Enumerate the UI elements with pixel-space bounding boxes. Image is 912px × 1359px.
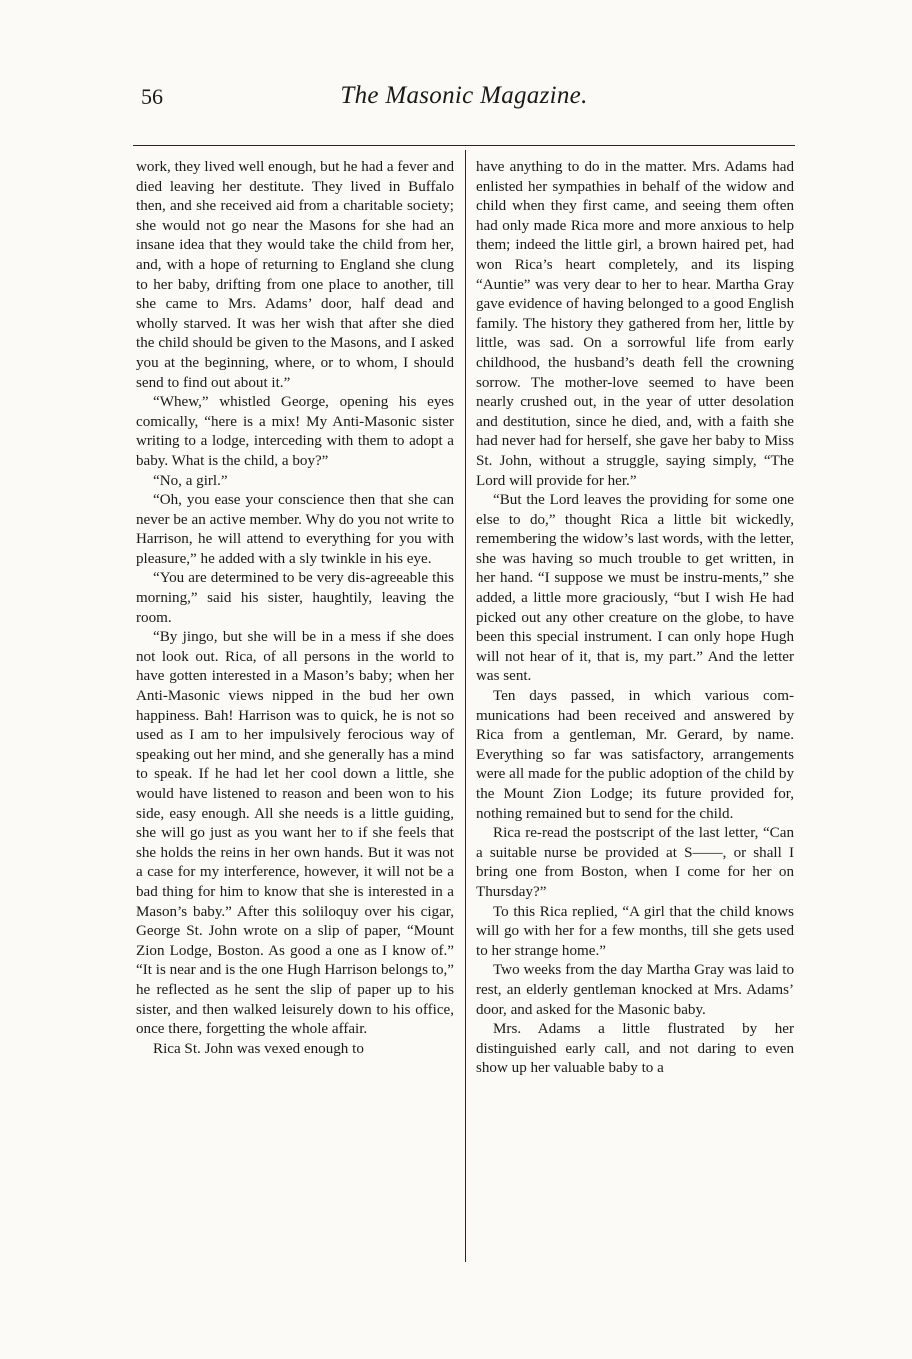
page-number: 56 [141,84,163,109]
paragraph: Ten days passed, in which various com-munications had been received and answered by Rica from a gentleman, Mr. Gerard, by name. Everything so far was satisfactory, arrangements were all made for the public adoption of the child by the Mount Zion Lodge; its future provided for, nothing remained but to send for the child. [476,688,794,822]
page-header [133,78,795,120]
paragraph: To this Rica replied, “A girl that the child knows will go with her for a few months, till she gets used to her strange home.” [476,903,794,959]
paragraph: Rica St. John was vexed enough to [153,1040,364,1057]
paragraph: “By jingo, but she will be in a mess if she does not look out. Rica, of all persons in the world to have gotten interested in a Mason’s baby; when her Anti-Masonic views nipped in the bud her own happiness. Bah! Harrison was to quick, he is not so used as I am to her impulsively ferocious way of speaking out her mind, and she generally has a mind to speak. If he had let her cool down a little, she would have listened to reason and been won to his side, easy enough. All she needs is a little guiding, she will go just as you want her to if she feels that she holds the reins in her own hands. But it was not a case for my interference, however, it will not be a bad thing for him to know that she is interested in a Mason’s baby.” After this soliloquy over his cigar, George St. John wrote on a slip of paper, “Mount Zion Lodge, Boston. As good a one as I know of.” “It is near and is the one Hugh Harrison belongs to,” he reflected as he sent the slip of paper up to his sister, and then walked leisurely down to his office, once there, forgetting the whole affair. [136,629,454,1038]
paragraph: “Whew,” whistled George, opening his eyes comically, “here is a mix! My Anti-Masonic sister writing to a lodge, interceding with them to adopt a baby. What is the child, a boy?” [136,394,454,469]
paragraph: “No, a girl.” [153,472,228,489]
paragraph: Mrs. Adams a little flustrated by her distinguished early call, and not daring to even show up her valuable baby to a [476,1021,794,1077]
paragraph: Two weeks from the day Martha Gray was laid to rest, an elderly gentleman knocked at Mrs. Adams’ door, and asked for the Masonic baby. [476,962,794,1018]
paragraph: have anything to do in the matter. Mrs. Adams had enlisted her sympathies in behalf of the widow and child when they first came, and seeing them often had only made Rica more and more anxious to help them; indeed the little girl, a brown haired pet, had won Rica’s heart completely, and its lisping “Auntie” was very dear to her to hear. Martha Gray gave evidence of having belonged to a good English family. The history they gathered from her, little by little, was sad. On a sorrowful life from early childhood, the husband’s death fell the crowning sorrow. The mother-love seemed to have been nearly crushed out, in the year of utter desolation and destitution, since he died, and, with a faith she had never had for herself, she gave her baby to Miss St. John, without a struggle, saying simply, “The Lord will provide for her.” [476,159,794,489]
paragraph: “Oh, you ease your conscience then that she can never be an active member. Why do you not write to Harrison, he will attend to everything for you with pleasure,” he added with a sly twinkle in his eye. [136,492,454,567]
paragraph: work, they lived well enough, but he had a fever and died leaving her destitute. They lived in Buffalo then, and she received aid from a charitable society; she would not go near the Masons for she had an insane idea that they would take the child from her, and, with a hope of returning to England she clung to her baby, drifting from one place to another, till she came to Mrs. Adams’ door, half dead and wholly starved. It was her wish that after she died the child should be given to the Masons, and I asked you at the beginning, where, or to whom, I should send to find out about it.” [136,159,454,391]
column-divider [465,150,466,1262]
right-column [476,158,794,1079]
running-title: The Masonic Magazine. [340,82,588,109]
header-rule [133,145,795,146]
left-column [136,158,454,1059]
paragraph: Rica re-read the postscript of the last letter, “Can a suitable nurse be provided at S——, or shall I bring one from Boston, when I come for her on Thursday?” [476,825,794,900]
paragraph: “You are determined to be very dis-agreeable this morning,” said his sister, haughtily, leaving the room. [136,570,454,626]
paragraph: “But the Lord leaves the providing for some one else to do,” thought Rica a little bit wickedly, remembering the widow’s last words, with the letter, she was having so much trouble to get written, in her hand. “I suppose we must be instru-ments,” she added, a little more graciously, “but I wish He had picked out any other creature on the globe, to have been this special instrument. I can only hope Hugh will not hear of it, that is, my part.” And the letter was sent. [476,492,794,685]
